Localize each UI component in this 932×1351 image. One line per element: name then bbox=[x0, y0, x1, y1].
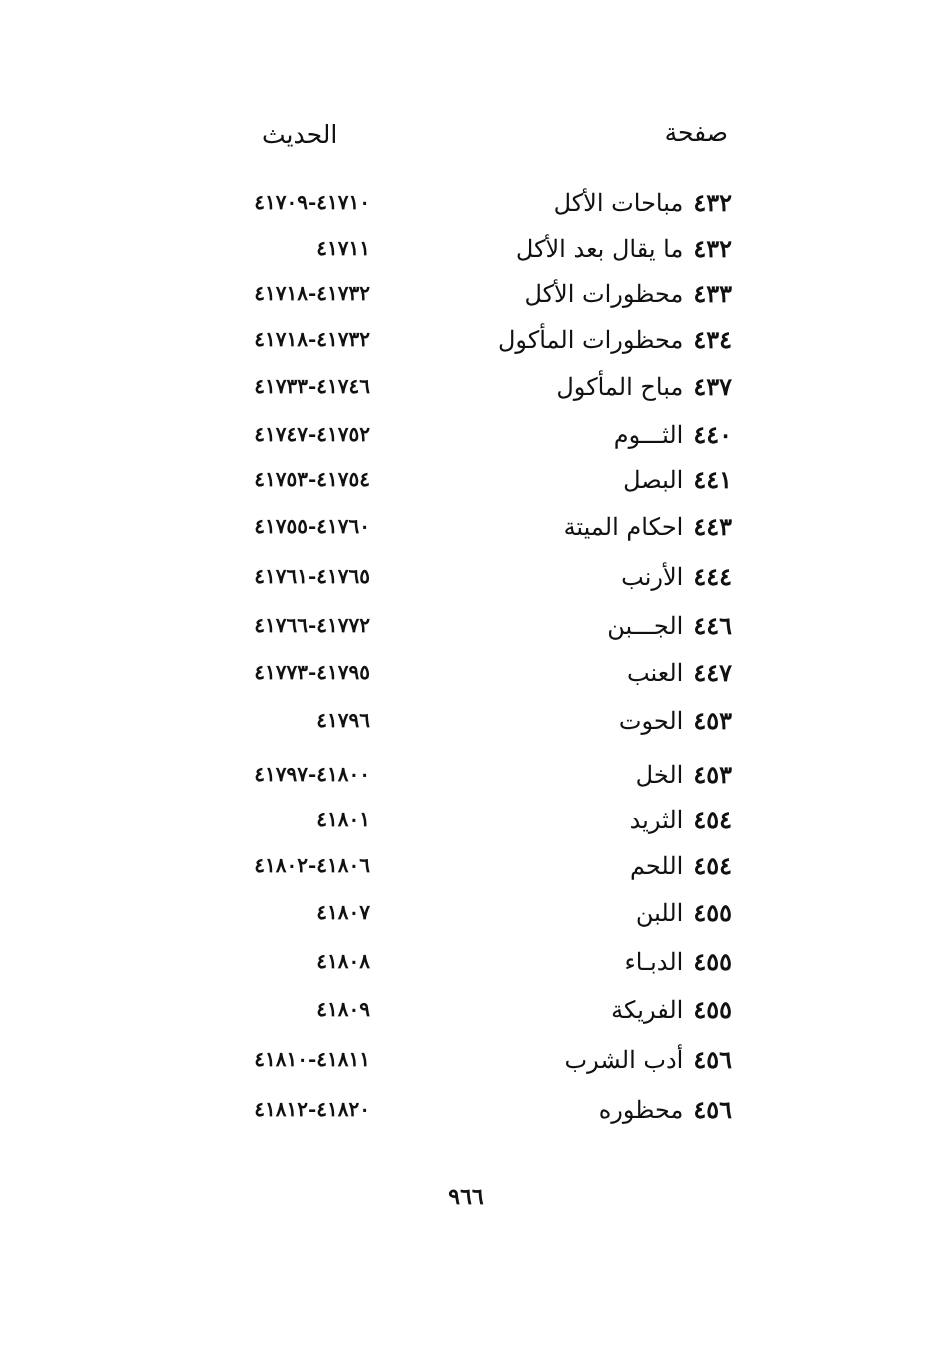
topic-entry bbox=[623, 465, 732, 494]
page-ref: ٤٣٤ bbox=[693, 325, 732, 354]
page-ref: ٤٥٤ bbox=[693, 805, 732, 834]
index-row bbox=[0, 562, 932, 602]
hadith-range: ٤١٨١١-٤١٨١٠ bbox=[254, 1047, 370, 1071]
hadith-range: ٤١٨٠٩ bbox=[316, 997, 370, 1021]
page-ref: ٤٤٠ bbox=[693, 420, 732, 449]
topic-entry bbox=[627, 658, 732, 687]
topic-title: الحوت bbox=[618, 707, 684, 735]
topic-title: الثريد bbox=[629, 806, 684, 834]
topic-entry bbox=[599, 1095, 732, 1124]
hadith-range: ٤١٧١٠-٤١٧٠٩ bbox=[254, 190, 370, 214]
index-row bbox=[0, 188, 932, 228]
topic-title: مباح المأكول bbox=[556, 373, 684, 401]
topic-entry bbox=[524, 279, 732, 308]
index-row bbox=[0, 851, 932, 891]
hadith-range: ٤١٧٦٥-٤١٧٦١ bbox=[254, 564, 370, 588]
page-ref: ٤٤٧ bbox=[693, 658, 732, 687]
topic-title: أدب الشرب bbox=[564, 1046, 684, 1074]
topic-title: البصل bbox=[623, 466, 684, 494]
topic-entry bbox=[614, 420, 732, 449]
topic-entry bbox=[611, 995, 732, 1024]
hadith-range: ٤١٨٢٠-٤١٨١٢ bbox=[254, 1097, 370, 1121]
hadith-range: ٤١٧٩٦ bbox=[316, 708, 370, 732]
hadith-range: ٤١٧١١ bbox=[316, 236, 370, 260]
topic-entry bbox=[516, 234, 732, 263]
topic-title: الأرنب bbox=[621, 563, 684, 591]
page-ref: ٤٥٥ bbox=[693, 898, 732, 927]
page-ref: ٤٤١ bbox=[693, 465, 732, 494]
hadith-range: ٤١٧٧٢-٤١٧٦٦ bbox=[254, 613, 370, 637]
topic-title: اللبن bbox=[635, 899, 684, 927]
hadith-range: ٤١٧٦٠-٤١٧٥٥ bbox=[254, 514, 370, 538]
topic-title: ما يقال بعد الأكل bbox=[515, 235, 684, 263]
index-row bbox=[0, 465, 932, 505]
page-ref: ٤٥٥ bbox=[693, 995, 732, 1024]
topic-title: الدبـاء bbox=[624, 948, 684, 976]
index-row bbox=[0, 898, 932, 938]
page-ref: ٤٤٦ bbox=[693, 611, 732, 640]
page-ref: ٤٣٢ bbox=[693, 188, 732, 217]
index-row bbox=[0, 658, 932, 698]
topic-title: الفريكة bbox=[611, 996, 684, 1024]
topic-title: الخل bbox=[635, 761, 684, 789]
topic-entry bbox=[564, 512, 732, 541]
hadith-range: ٤١٧٥٢-٤١٧٤٧ bbox=[254, 422, 370, 446]
topic-title: العنب bbox=[626, 659, 684, 687]
page-number: ٩٦٦ bbox=[448, 1184, 484, 1210]
hadith-column-header: الحديث bbox=[262, 120, 338, 149]
topic-entry bbox=[554, 188, 732, 217]
index-row bbox=[0, 706, 932, 746]
topic-entry bbox=[630, 805, 732, 834]
topic-title: محظورات الأكل bbox=[524, 280, 684, 308]
page-ref: ٤٥٦ bbox=[693, 1095, 732, 1124]
page-ref: ٤٥٥ bbox=[693, 947, 732, 976]
index-row bbox=[0, 234, 932, 274]
page-ref: ٤٣٣ bbox=[693, 279, 732, 308]
topic-title: الجـــبن bbox=[607, 612, 684, 640]
hadith-range: ٤١٨٠٨ bbox=[316, 949, 370, 973]
hadith-range: ٤١٨٠٧ bbox=[316, 900, 370, 924]
index-row bbox=[0, 947, 932, 987]
index-row bbox=[0, 372, 932, 412]
topic-title: مباحات الأكل bbox=[553, 189, 684, 217]
page-ref: ٤٥٣ bbox=[693, 760, 732, 789]
hadith-range: ٤١٧٤٦-٤١٧٣٣ bbox=[254, 374, 370, 398]
hadith-range: ٤١٨٠٠-٤١٧٩٧ bbox=[254, 762, 370, 786]
page-ref: ٤٤٤ bbox=[693, 562, 732, 591]
page-ref: ٤٥٣ bbox=[693, 706, 732, 735]
hadith-range: ٤١٧٣٢-٤١٧١٨ bbox=[254, 281, 370, 305]
page-column-header: صفحة bbox=[664, 118, 728, 147]
page-ref: ٤٥٦ bbox=[693, 1045, 732, 1074]
topic-title: اللحم bbox=[629, 852, 684, 880]
index-row bbox=[0, 611, 932, 651]
topic-entry bbox=[556, 372, 732, 401]
page-ref: ٤٣٧ bbox=[693, 372, 732, 401]
topic-title: الثـــوم bbox=[613, 421, 684, 449]
hadith-range: ٤١٨٠١ bbox=[316, 807, 370, 831]
page-ref: ٤٣٢ bbox=[693, 234, 732, 263]
index-row bbox=[0, 279, 932, 319]
topic-title: احكام الميتة bbox=[563, 513, 684, 541]
index-row bbox=[0, 1045, 932, 1085]
topic-entry bbox=[636, 898, 732, 927]
hadith-range: ٤١٧٩٥-٤١٧٧٣ bbox=[254, 660, 370, 684]
index-row bbox=[0, 325, 932, 365]
page-ref: ٤٥٤ bbox=[693, 851, 732, 880]
hadith-range: ٤١٨٠٦-٤١٨٠٢ bbox=[254, 853, 370, 877]
index-row bbox=[0, 760, 932, 800]
index-row bbox=[0, 1095, 932, 1135]
topic-entry bbox=[619, 706, 732, 735]
index-row bbox=[0, 420, 932, 460]
hadith-range: ٤١٧٣٢-٤١٧١٨ bbox=[254, 327, 370, 351]
topic-entry bbox=[565, 1045, 732, 1074]
index-row bbox=[0, 512, 932, 552]
index-row bbox=[0, 805, 932, 845]
topic-entry bbox=[630, 851, 732, 880]
page-ref: ٤٤٣ bbox=[693, 512, 732, 541]
hadith-range: ٤١٧٥٤-٤١٧٥٣ bbox=[254, 467, 370, 491]
topic-entry bbox=[621, 562, 732, 591]
topic-entry bbox=[498, 325, 732, 354]
topic-entry bbox=[636, 760, 732, 789]
topic-title: محظوره bbox=[598, 1096, 684, 1124]
topic-entry bbox=[624, 947, 732, 976]
topic-entry bbox=[607, 611, 732, 640]
index-row bbox=[0, 995, 932, 1035]
topic-title: محظورات المأكول bbox=[497, 326, 684, 354]
